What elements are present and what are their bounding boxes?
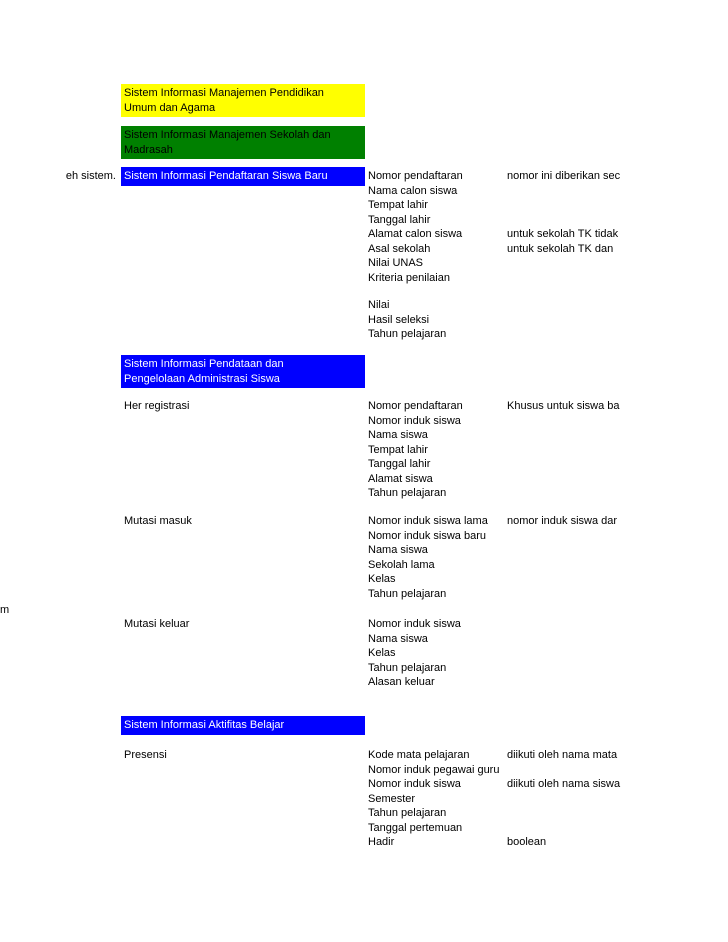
section-title-line: Sistem Informasi Pendataan dan [124,358,284,370]
field-item: Tahun pelajaran [368,807,447,819]
field-note: Khusus untuk siswa ba [507,400,620,412]
section-title-line: Madrasah [124,143,173,156]
field-item: Nomor induk siswa [368,778,461,790]
subsection-label-mutasi-keluar: Mutasi keluar [124,618,190,630]
field-item: Sekolah lama [368,558,435,571]
section-header-aktifitas-belajar [121,716,365,735]
field-item: Hasil seleksi [368,313,430,326]
section-title-line: Sistem Informasi Aktifitas Belajar [124,719,285,731]
field-item: Nomor induk siswa lama [368,515,488,527]
subsection-label-her-registrasi: Her registrasi [124,400,190,412]
section-header-pendaftaran [121,167,365,186]
field-item: Tahun pelajaran [368,587,447,600]
field-item: Alamat calon siswa [368,228,463,240]
field-item: Nama calon siswa [368,184,458,197]
field-item: Nama siswa [368,544,428,556]
field-item: Nomor pendaftaran [368,400,463,412]
left-fragment-m: m [0,604,10,616]
field-note: boolean [507,836,547,848]
section-header-sim-pendidikan [121,84,365,117]
field-item: Nama siswa [368,429,428,441]
field-item: Kelas [368,573,396,585]
field-item: Nilai UNAS [368,257,424,269]
field-item: Nomor induk siswa baru [368,529,486,542]
field-item: Kelas [368,647,396,659]
field-note: untuk sekolah TK dan [507,242,614,255]
field-item: Semester [368,792,416,805]
field-item: Tanggal pertemuan [368,821,463,834]
field-item: Nomor induk siswa [368,618,461,630]
field-note: untuk sekolah TK tidak [507,228,619,240]
field-item: Kode mata pelajaran [368,749,470,761]
subsection-label-presensi: Presensi [124,749,167,761]
section-title-line: Sistem Informasi Manajemen Sekolah dan [124,129,331,141]
field-item: Asal sekolah [368,242,431,255]
section-title-line: Sistem Informasi Manajemen Pendidikan [124,87,324,99]
left-fragment-sistem: eh sistem. [65,170,116,182]
field-note: diikuti oleh nama siswa [507,778,621,790]
field-item: Nama siswa [368,632,428,645]
field-item: Tahun pelajaran [368,328,447,340]
field-item: Tempat lahir [368,199,428,211]
field-note: diikuti oleh nama mata [507,749,618,761]
field-item: Kriteria penilaian [368,271,450,284]
field-item: Nomor pendaftaran [368,170,463,182]
field-item: Tempat lahir [368,443,428,456]
field-item: Tahun pelajaran [368,661,447,674]
field-item: Tanggal lahir [368,213,431,226]
field-note: nomor induk siswa dar [507,515,618,527]
field-item: Nomor induk siswa [368,414,461,427]
field-item: Nilai [368,299,390,311]
field-item: Nomor induk pegawai guru [368,763,500,776]
field-item: Alamat siswa [368,472,433,485]
field-item: Tahun pelajaran [368,487,447,499]
field-item: Hadir [368,836,395,848]
subsection-label-mutasi-masuk: Mutasi masuk [124,515,192,527]
field-item: Alasan keluar [368,676,435,688]
field-note: nomor ini diberikan sec [507,170,621,182]
section-header-sim-sekolah [121,126,365,159]
section-title-line: Umum dan Agama [124,101,216,114]
section-title-line: Sistem Informasi Pendaftaran Siswa Baru [124,170,328,182]
field-item: Tanggal lahir [368,458,431,470]
section-title-line: Pengelolaan Administrasi Siswa [124,372,280,385]
section-header-pendataan [121,355,365,388]
